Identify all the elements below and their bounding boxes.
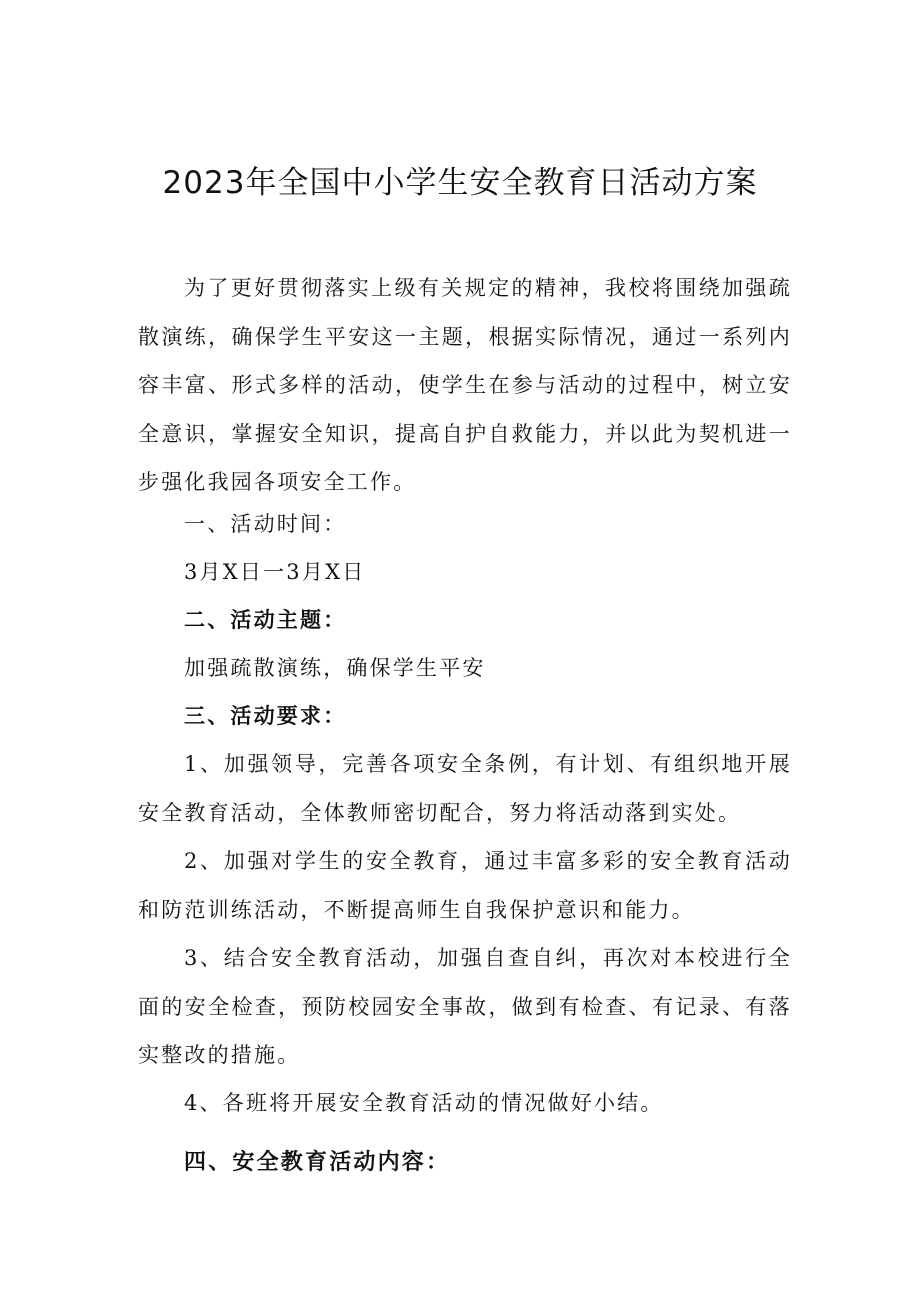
requirement-item-1: 1、加强领导，完善各项安全条例，有计划、有组织地开展安全教育活动，全体教师密切配合，努力将活动落到实处。 [138,752,792,825]
section-1-content: 3月X日一3月X日 [184,560,366,584]
intro-paragraph: 为了更好贯彻落实上级有关规定的精神，我校将围绕加强疏散演练，确保学生平安这一主题，根据实际情况，通过一系列内容丰富、形式多样的活动，使学生在参与活动的过程中，树立安全意识，掌握安全知识，提高自护自救能力，并以此为契机进一步强化我园各项安全工作。 [138,276,792,494]
requirement-item-3: 3、结合安全教育活动，加强自查自纠，再次对本校进行全面的安全检查，预防校园安全事故，做到有检查、有记录、有落实整改的措施。 [138,946,792,1067]
section-2-heading: 二、活动主题： [184,608,347,632]
section-2-content: 加强疏散演练，确保学生平安 [184,656,486,680]
requirement-item-2: 2、加强对学生的安全教育，通过丰富多彩的安全教育活动和防范训练活动，不断提高师生自我保护意识和能力。 [138,849,792,922]
section-1-heading: 一、活动时间： [184,512,347,536]
section-4-heading: 四、安全教育活动内容： [184,1150,451,1175]
requirement-item-4: 4、各班将开展安全教育活动的情况做好小结。 [184,1091,664,1115]
document-title: 2023年全国中小学生安全教育日活动方案 [162,165,758,201]
section-3-heading: 三、活动要求： [184,704,347,728]
